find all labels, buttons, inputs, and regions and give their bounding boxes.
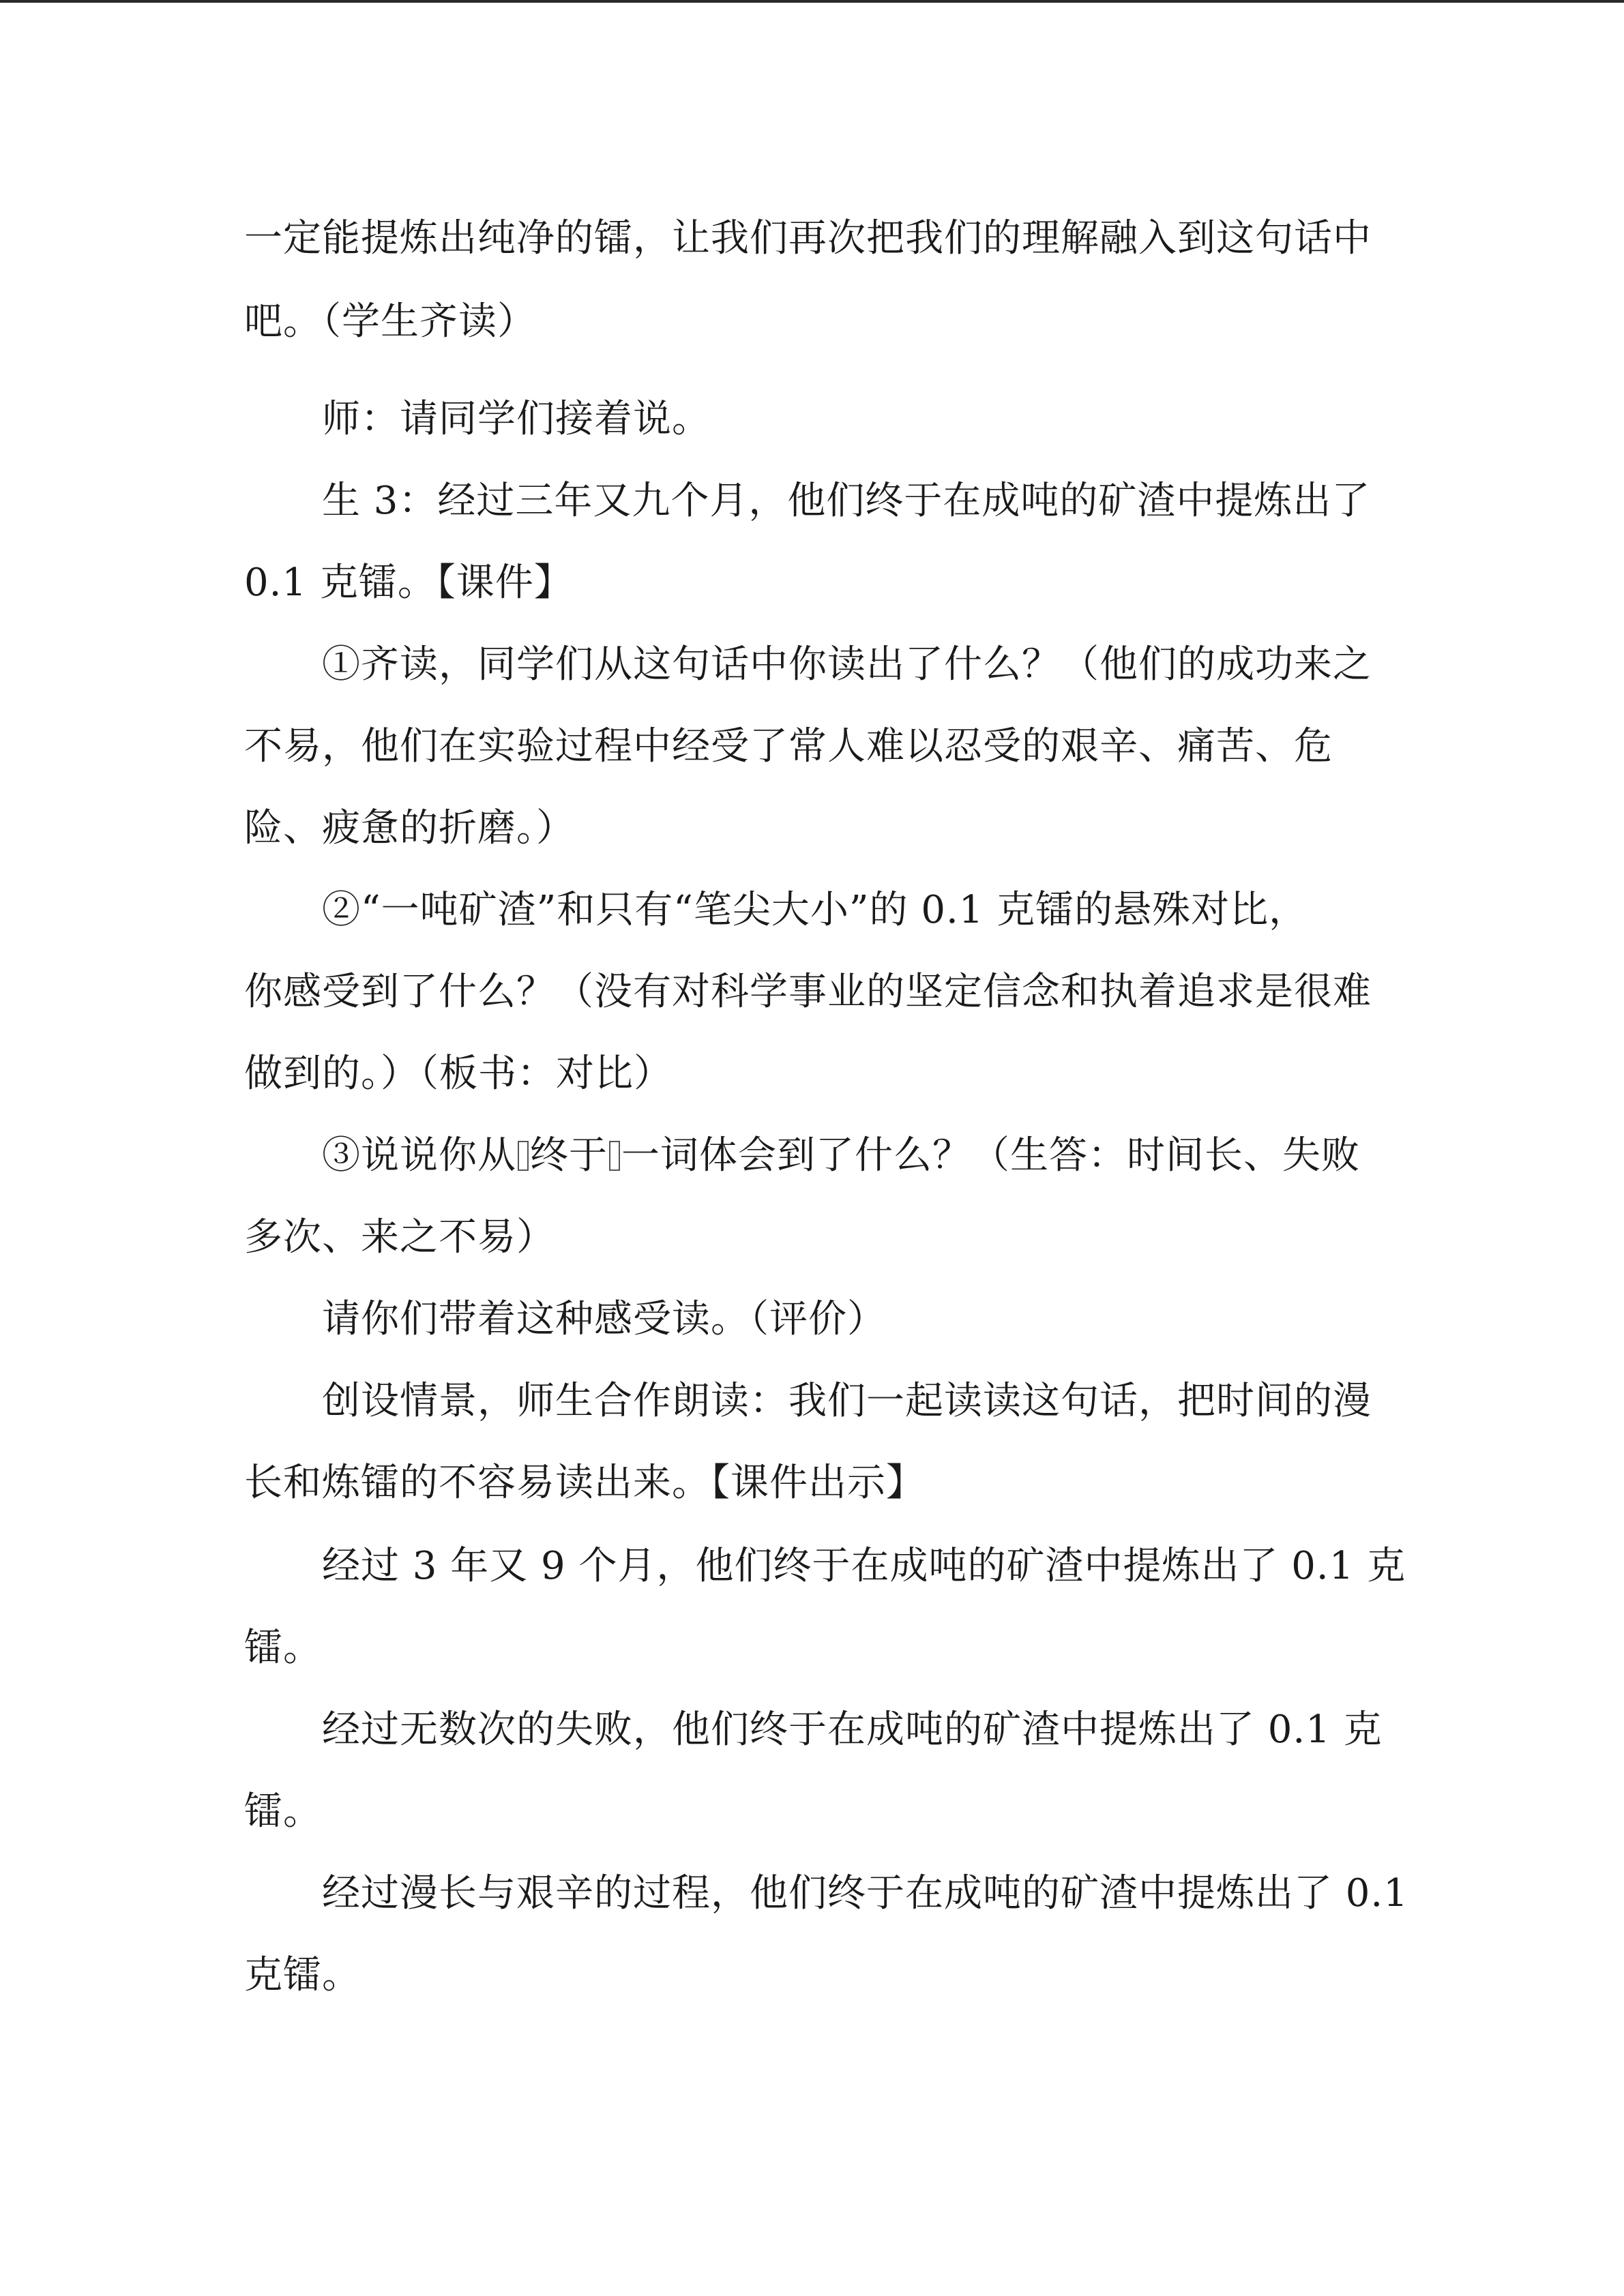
paragraph-line: 做到的。）（板书：对比） <box>244 1052 673 1096</box>
missing-glyph-box <box>518 1141 529 1171</box>
paragraph-line: 镭。 <box>244 1789 322 1834</box>
line-segment: 终于 <box>530 1133 608 1178</box>
paragraph-line: 镭。 <box>244 1626 322 1670</box>
paragraph-line: 生 3：经过三年又九个月，他们终于在成吨的矿渣中提炼出了 <box>322 479 1371 523</box>
paragraph-line: 经过无数次的失败，他们终于在成吨的矿渣中提炼出了 0.1 克 <box>322 1708 1383 1752</box>
paragraph-line: 请你们带着这种感受读。（评价） <box>322 1297 886 1341</box>
paragraph-line: 你感受到了什么？（没有对科学事业的坚定信念和执着追求是很难 <box>244 970 1372 1014</box>
paragraph-line: 师：请同学们接着说。 <box>322 397 711 441</box>
paragraph-line: 一定能提炼出纯净的镭，让我们再次把我们的理解融入到这句话中 <box>244 216 1372 260</box>
paragraph-line <box>322 1132 1360 1180</box>
paragraph-line: 险、疲惫的折磨。） <box>244 806 575 850</box>
paragraph-line: ②“一吨矿渣”和只有“笔尖大小”的 0.1 克镭的悬殊对比， <box>322 888 1308 932</box>
line-segment: 一词体会到了什么？（生答：时间长、失败 <box>621 1133 1360 1178</box>
paragraph-line: 0.1 克镭。【课件】 <box>244 561 573 605</box>
paragraph-line: 克镭。 <box>244 1953 361 1997</box>
paragraph-line: 吧。（学生齐读） <box>244 299 536 344</box>
top-border-line <box>0 0 1624 3</box>
paragraph-line: 多次、来之不易） <box>244 1215 555 1259</box>
paragraph-line: 经过漫长与艰辛的过程，他们终于在成吨的矿渣中提炼出了 0.1 <box>322 1871 1408 1915</box>
paragraph-line: 创设情景，师生合作朗读：我们一起读读这句话，把时间的漫 <box>322 1379 1372 1423</box>
paragraph-line: 长和炼镭的不容易读出来。【课件出示】 <box>244 1461 925 1505</box>
missing-glyph-box <box>609 1141 620 1171</box>
paragraph-line: 不易，他们在实验过程中经受了常人难以忍受的艰辛、痛苦、危 <box>244 724 1333 769</box>
paragraph-line: 经过 3 年又 9 个月，他们终于在成吨的矿渣中提炼出了 0.1 克 <box>322 1544 1406 1588</box>
line-segment: ③说说你从 <box>322 1133 516 1178</box>
paragraph-line: ①齐读，同学们从这句话中你读出了什么？（他们的成功来之 <box>322 642 1372 687</box>
